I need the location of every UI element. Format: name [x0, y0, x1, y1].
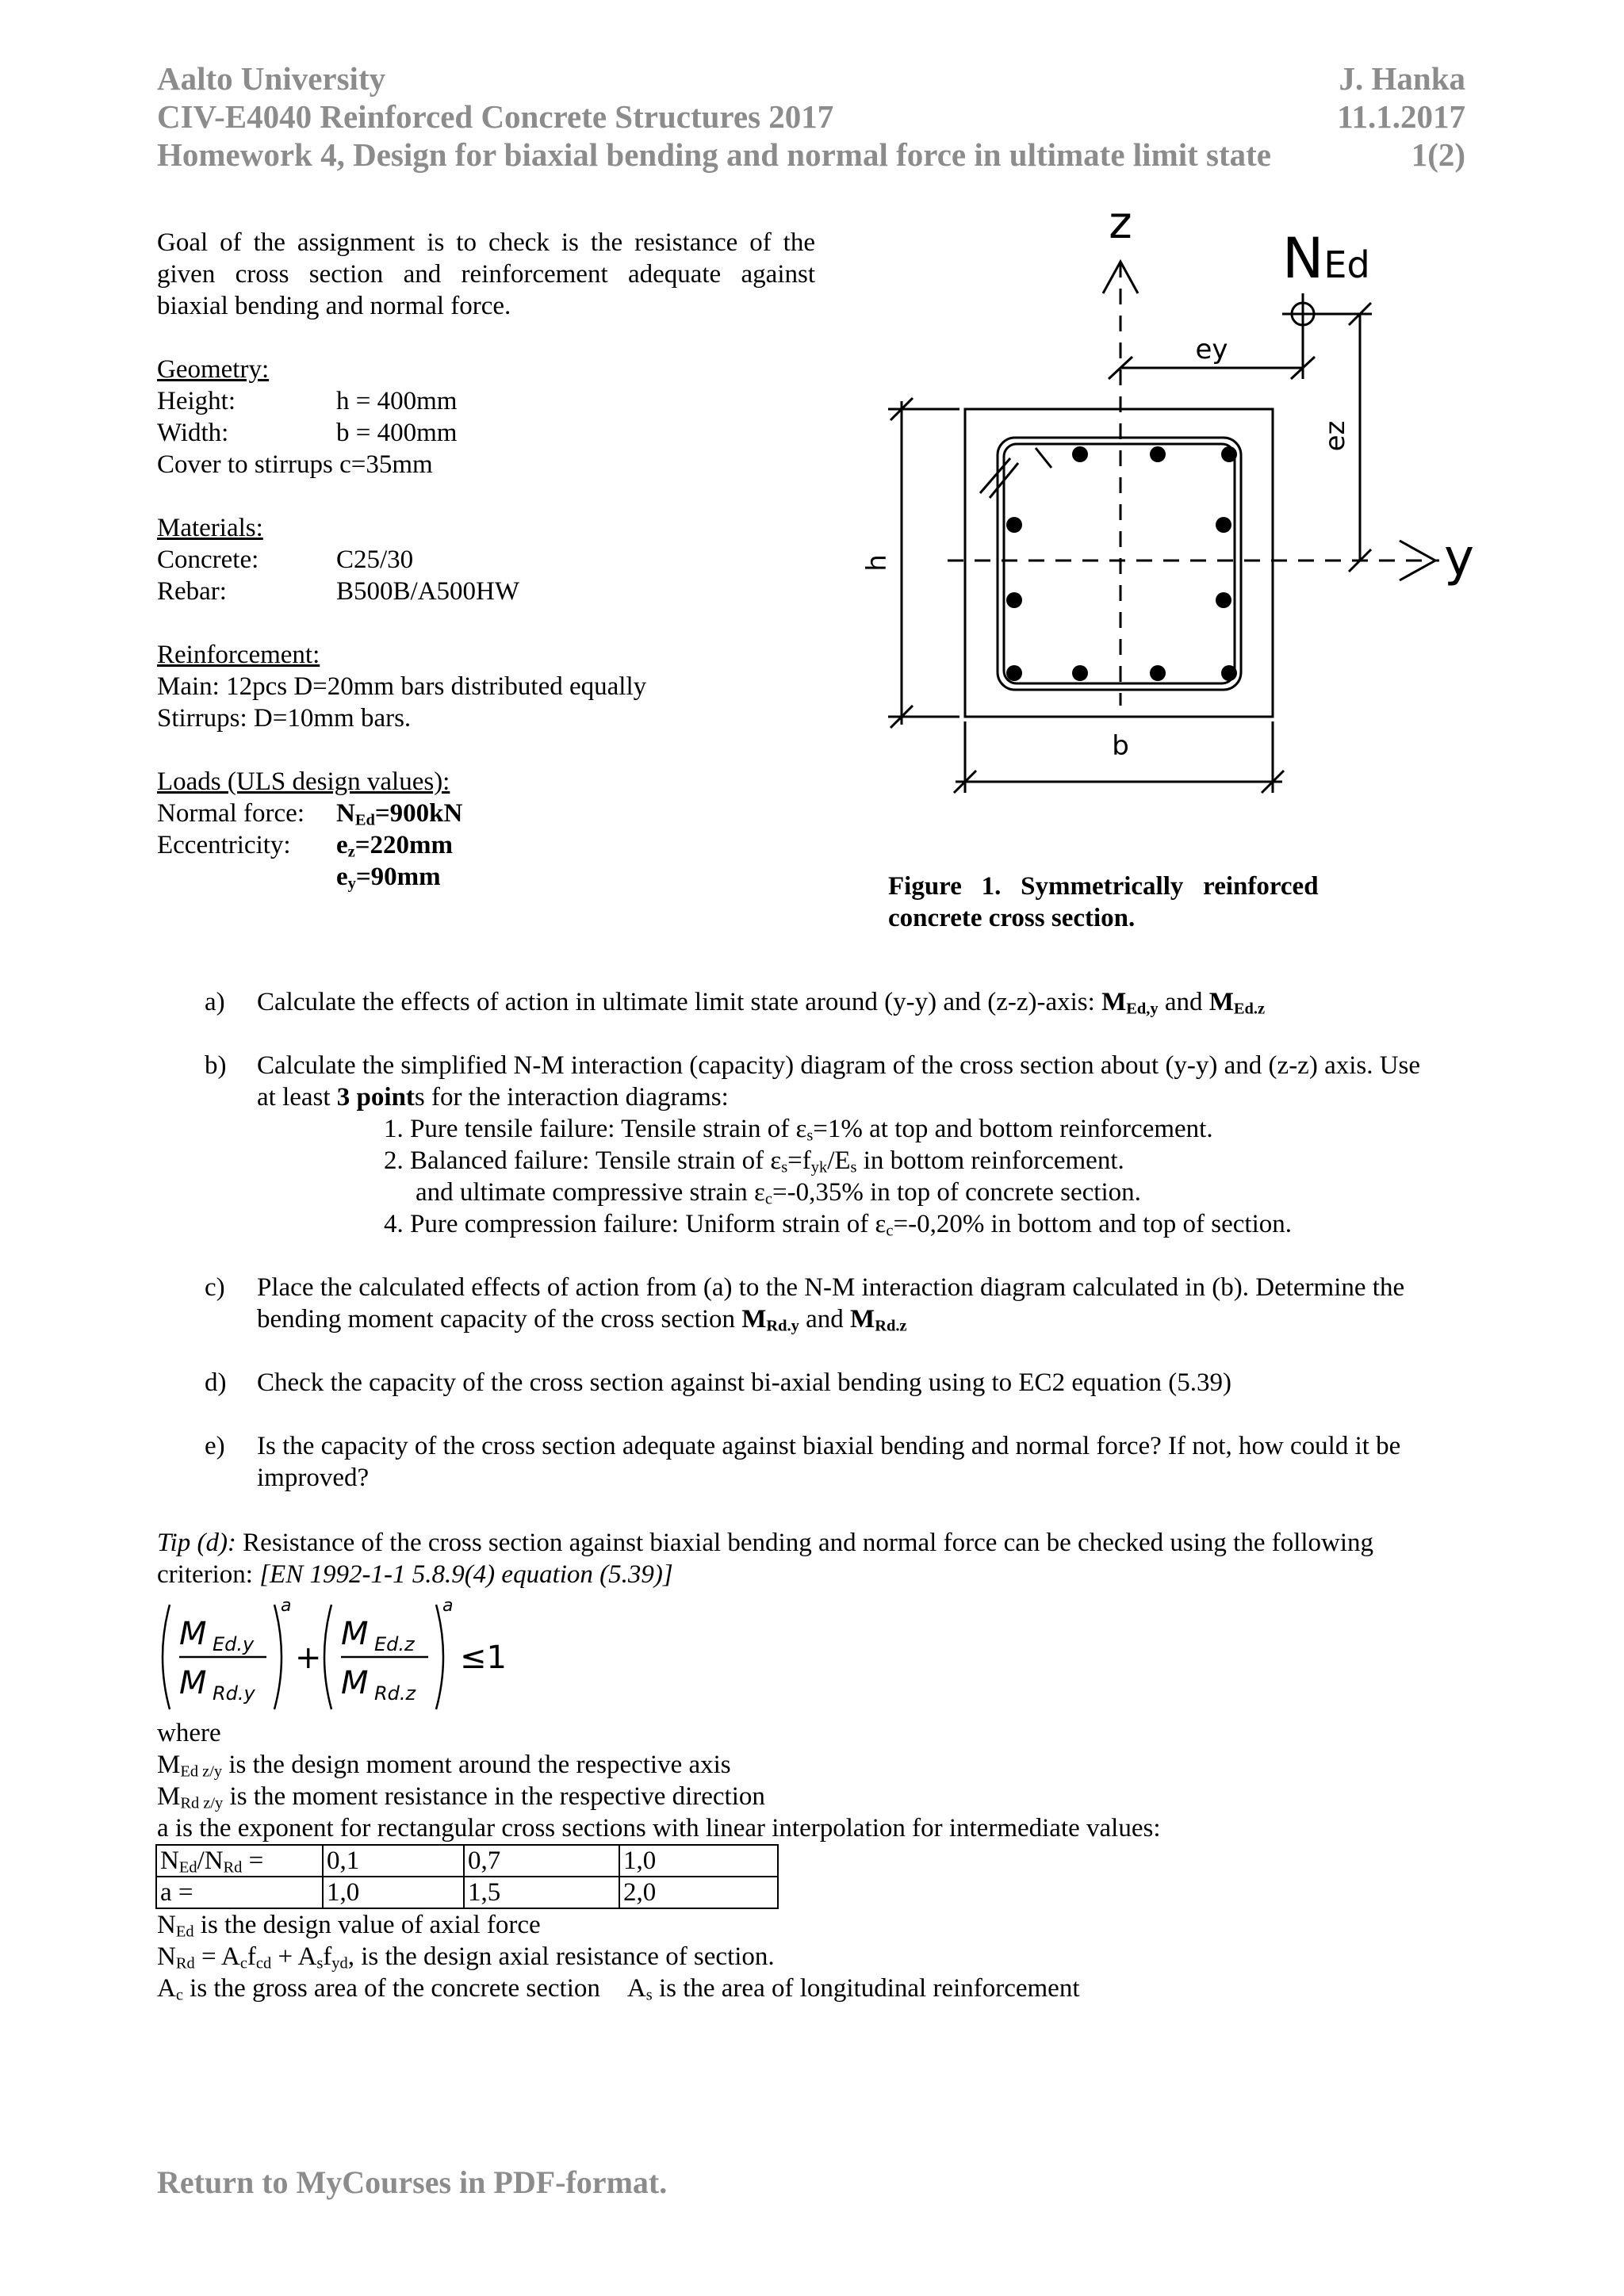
paren-left-2: [324, 1605, 331, 1709]
stirrups: Stirrups: D=10mm bars.: [157, 704, 412, 733]
rebar-bar: [1221, 446, 1237, 462]
formula-sub: Rd.z: [374, 1682, 416, 1705]
cross-section-figure: [856, 182, 1507, 817]
figure-caption: [888, 871, 1364, 934]
tip-reference: [EN 1992-1-1 5.8.9(4) equation (5.39)]: [259, 1560, 673, 1589]
formula-exponent: a: [442, 1596, 454, 1616]
ey-value: $e_y=90mm$: [336, 863, 441, 893]
paren-left-1: [163, 1605, 170, 1709]
formula-plus: +: [295, 1640, 322, 1676]
concrete-value: C25/30: [336, 545, 414, 574]
table-cell: 1,0: [619, 1845, 778, 1877]
table-cell: 0,1: [323, 1845, 464, 1877]
step-1: 1. Pure tensile failure: Tensile strain of $\varepsilon_s=1\%$ at top and bottom reinforcement.: [384, 1115, 1213, 1145]
rebar-bar: [1006, 665, 1022, 681]
header-page: 1(2): [1411, 136, 1465, 173]
question-text: Place the calculated effects of action from (a) to the N-M interaction diagram calculated in (b). Determine the bending moment capacity of the cross section $M_{Rd.y}$ and $M_{Rd.z}$: [257, 1273, 1405, 1335]
ez-value: $e_z=220mm$: [336, 831, 454, 861]
question-a: [205, 986, 1553, 1018]
label-y: y: [1444, 529, 1474, 587]
concrete-label: Concrete:: [157, 545, 259, 574]
stirrup-hook-3: [1036, 448, 1051, 468]
tip-text: Resistance of the cross section against biaxial bending and normal force can be checked using the following: [236, 1529, 1374, 1557]
question-text: Calculate the effects of action in ultimate limit state around (y-y) and (z-z)-axis: $M_{Ed,y}$ and $M_{Ed.z}$: [257, 988, 1266, 1018]
height-label: Height:: [157, 387, 236, 415]
question-e: [205, 1430, 1553, 1494]
formula-sub: Ed.y: [213, 1633, 255, 1655]
table-row: [156, 1845, 778, 1877]
question-d: [205, 1367, 1553, 1399]
question-letter: b): [205, 1051, 227, 1080]
header-author: J. Hanka: [1339, 60, 1465, 97]
def-ned: $N_{Ed}$ is the design value of axial force: [157, 1911, 541, 1941]
label-z: z: [1109, 197, 1132, 249]
formula-m: M: [179, 1616, 207, 1652]
intro-line: Goal of the assignment is to check is the resistance of the: [157, 228, 815, 257]
rebar-bar: [1072, 446, 1088, 462]
label-ey: ey: [1195, 334, 1228, 365]
width-row: [157, 417, 457, 449]
reinforcement-block: [157, 639, 646, 734]
label-ez: ez: [1320, 420, 1351, 452]
label-b: b: [1112, 730, 1129, 762]
main-bars: Main: 12pcs D=20mm bars distributed equally: [157, 672, 647, 701]
question-text: Calculate the simplified N-M interaction (capacity) diagram of the cross section about (y-y) and (z-z) axis. Use at least 3 points for the interaction diagrams:: [257, 1051, 1421, 1112]
table-row: [156, 1877, 778, 1908]
definitions-block-2: [157, 1909, 1521, 2004]
paren-right-1: [274, 1605, 282, 1709]
formula-sub: Ed.z: [374, 1633, 415, 1655]
table-header: a =: [156, 1877, 323, 1908]
header-date: 11.1.2017: [1337, 98, 1465, 135]
header-course: CIV-E4040 Reinforced Concrete Structures 2017: [157, 98, 834, 135]
caption-line: concrete cross section.: [888, 904, 1136, 932]
eccentricity-row: [157, 829, 462, 861]
question-letter: a): [205, 988, 225, 1016]
step-2-cont: and ultimate compressive strain $\varepsilon_c=-0,35\%$ in top of concrete section.: [416, 1178, 1141, 1208]
normal-force-label: Normal force:: [157, 799, 304, 828]
step-2: 2. Balanced failure: Tensile strain of $\varepsilon_s=f_{yk}/E_s$ in bottom reinforcement.: [384, 1146, 1124, 1177]
geometry-title: Geometry:: [157, 355, 270, 384]
concrete-row: [157, 544, 519, 576]
step-4: 4. Pure compression failure: Uniform strain of $\varepsilon_c=-0,20\%$ in bottom and top of section.: [384, 1210, 1293, 1240]
tip-label: Tip (d):: [157, 1529, 236, 1557]
cover-row: Cover to stirrups c=35mm: [157, 450, 433, 479]
def-a: a is the exponent for rectangular cross sections with linear interpolation for intermediate values:: [157, 1814, 1161, 1843]
table-cell: 2,0: [619, 1877, 778, 1908]
formula-m: M: [341, 1665, 369, 1701]
rebar-bar: [1216, 517, 1231, 533]
label-ned: NEd: [1282, 226, 1370, 291]
label-h: h: [861, 554, 893, 572]
formula-m: M: [179, 1665, 207, 1701]
eccentricity-label: Eccentricity:: [157, 831, 291, 859]
height-value: h = 400mm: [336, 387, 458, 415]
definitions-block: [157, 1717, 1521, 1844]
rebar-bar: [1006, 517, 1022, 533]
def-med: $M_{Ed z/y}$ is the design moment around the respective axis: [157, 1751, 731, 1781]
header-university: Aalto University: [157, 60, 386, 97]
formula-exponent: a: [281, 1596, 292, 1616]
caption-line: Figure 1. Symmetrically reinforced: [888, 872, 1319, 901]
footer-note: Return to MyCourses in PDF-format.: [157, 2164, 668, 2200]
loads-block: [157, 766, 462, 893]
stirrup-hook-1: [980, 458, 1010, 493]
paren-right-2: [436, 1605, 443, 1709]
biaxial-criterion-formula: [155, 1594, 568, 1720]
normal-force-row: [157, 798, 462, 829]
def-mrd: $M_{Rd z/y}$ is the moment resistance in the respective direction: [157, 1782, 765, 1812]
question-b: [205, 1050, 1553, 1240]
question-c: [205, 1272, 1553, 1335]
width-value: b = 400mm: [336, 419, 458, 447]
intro-paragraph: [157, 227, 815, 322]
rebar-row: [157, 576, 519, 607]
rebar-bar: [1150, 665, 1166, 681]
intro-line: biaxial bending and normal force.: [157, 292, 511, 320]
table-header: $N_{Ed}/N_{Rd}$ =: [156, 1845, 323, 1877]
failure-steps: [384, 1113, 1292, 1240]
header-homework: Homework 4, Design for biaxial bending and normal force in ultimate limit state: [157, 136, 1271, 173]
question-text: Is the capacity of the cross section adequate against biaxial bending and normal force? If not, how could it be improved?: [257, 1432, 1401, 1492]
ned-value: $N_{Ed}=900kN$: [336, 799, 463, 829]
height-row: [157, 385, 457, 417]
loads-title: Loads (ULS design values):: [157, 767, 450, 796]
where-label: where: [157, 1719, 221, 1747]
ey-row: [157, 861, 462, 893]
tip-block: Tip (d): Resistance of the cross section against biaxial bending and normal force can be checked using the following criterion: [EN 1992-1-1 5.8.9(4) equation (5.39)]: [157, 1529, 1374, 1589]
question-text: Check the capacity of the cross section against bi-axial bending using to EC2 equation (5.39): [257, 1368, 1231, 1397]
rebar-bar: [1006, 592, 1022, 608]
rebar-value: B500B/A500HW: [336, 577, 519, 606]
table-cell: 1,5: [464, 1877, 619, 1908]
intro-line: given cross section and reinforcement adequate against: [157, 260, 815, 289]
question-letter: d): [205, 1368, 227, 1397]
rebar-bar: [1072, 665, 1088, 681]
rebar-bar: [1221, 665, 1237, 681]
reinforcement-title: Reinforcement:: [157, 641, 320, 669]
formula-sub: Rd.y: [213, 1682, 255, 1705]
question-letter: c): [205, 1273, 225, 1302]
rebar-bar: [1150, 446, 1166, 462]
question-letter: e): [205, 1432, 225, 1460]
def-ac-as: $A_c$ is the gross area of the concrete section $A_s$ is the area of longitudinal reinforcement: [157, 1974, 1080, 2004]
exponent-table: [155, 1844, 779, 1909]
rebar-bar: [1216, 592, 1231, 608]
formula-leq: ≤1: [460, 1640, 507, 1676]
materials-title: Materials:: [157, 514, 263, 542]
table-cell: 1,0: [323, 1877, 464, 1908]
rebar-label: Rebar:: [157, 577, 227, 606]
width-label: Width:: [157, 419, 229, 447]
geometry-block: [157, 354, 457, 480]
formula-m: M: [341, 1616, 369, 1652]
def-nrd: $N_{Rd} = A_cf_{cd} + A_sf_{yd}$, is the design axial resistance of section.: [157, 1942, 775, 1973]
materials-block: [157, 512, 519, 607]
table-cell: 0,7: [464, 1845, 619, 1877]
